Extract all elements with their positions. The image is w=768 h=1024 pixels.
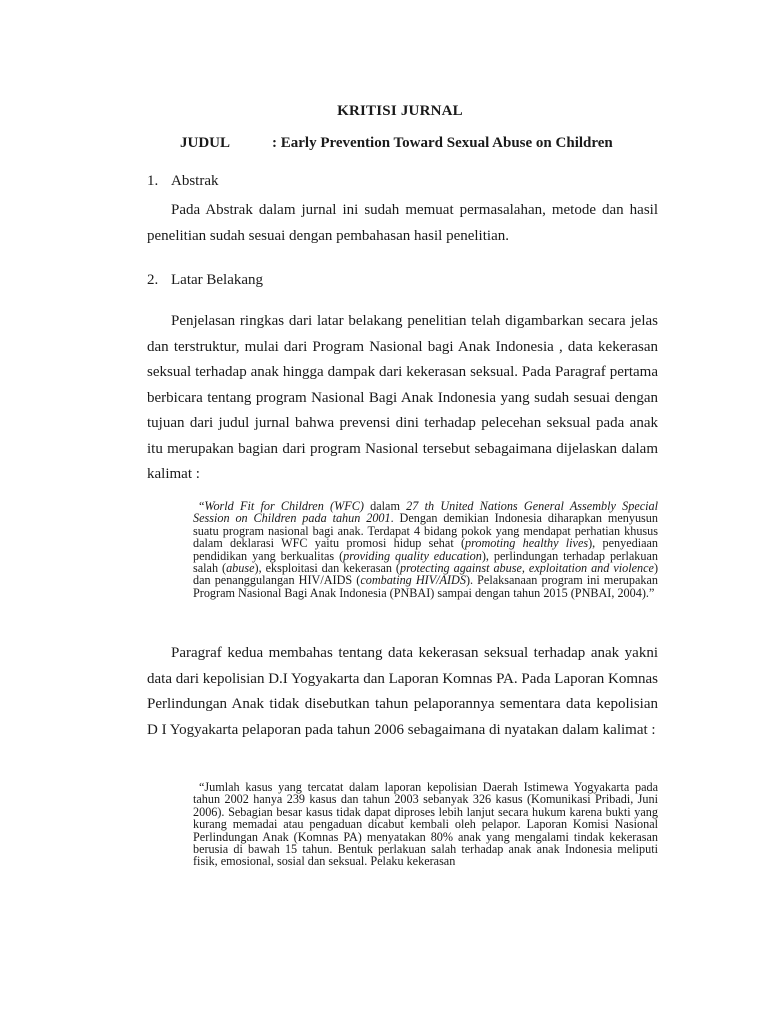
block-quote-kepolisian: “Jumlah kasus yang tercatat dalam laporan kepolisian Daerah Istimewa Yogyakarta pada tahun 2002 hanya 239 kasus dan tahun 2003 sebanyak 326 kasus (Komunikasi Pribadi, Juni 2006). Sebagian besar kasus tidak dapat diproses lebih lanjut secara hukum karena bukti yang kurang memadai atau pengaduan dicabut kembali oleh pelapor. Laporan Komisi Nasional Perlindungan Anak (Komnas PA) menyatakan 80% anak yang mengalami tindak kekerasan berusia di bawah 15 tahun. Bentuk perlakuan salah terhadap anak anak Indonesia meliputi fisik, emosional, sosial dan seksual. Pelaku kekerasan: [193, 780, 658, 869]
section-title: Abstrak: [171, 173, 219, 189]
block-quote-wfc: “World Fit for Children (WFC) dalam 27 th United Nations General Assembly Special Session on Children pada tahun 2001. Dengan demikian Indonesia diharapkan menyusun suatu program nasional bagi anak. Terdapat 4 bidang pokok yang mendapat perhatian khusus dalam deklarasi WFC yaitu promosi hidup sehat (promoting healthy lives), penyediaan pendidikan yang berkualitas (providing quality education), perlindungan terhadap perlakuan salah (abuse), eksploitasi dan kekerasan (protecting against abuse, exploitation and violence) dan penanggulangan HIV/AIDS (combating HIV/AIDS). Pelaksanaan program ini merupakan Program Nasional Bagi Anak Indonesia (PNBAI) sampai dengan tahun 2015 (PNBAI, 2004).”: [193, 499, 658, 600]
judul-value: : Early Prevention Toward Sexual Abuse on Children: [272, 135, 613, 151]
paragraf-kedua: Paragraf kedua membahas tentang data kekerasan seksual terhadap anak yakni data dari kepolisian D.I Yogyakarta dan Laporan Komnas PA. Pada Laporan Komnas Perlindungan Anak tidak disebutkan tahun pelaporannya sementara data kepolisian D I Yogyakarta pelaporan pada tahun 2006 sebagaimana di nyatakan dalam kalimat :: [147, 645, 658, 738]
section-heading-latar-belakang: [147, 272, 263, 289]
section-heading-abstrak: [147, 173, 219, 190]
judul-row: [180, 135, 613, 152]
abstrak-paragraph: Pada Abstrak dalam jurnal ini sudah memuat permasalahan, metode dan hasil penelitian sudah sesuai dengan pembahasan hasil penelitian.: [147, 202, 658, 244]
section-number: 2.: [147, 272, 159, 288]
section-title: Latar Belakang: [171, 272, 264, 288]
latar-belakang-paragraph: Penjelasan ringkas dari latar belakang penelitian telah digambarkan secara jelas dan terstruktur, mulai dari Program Nasional bagi Anak Indonesia , data kekerasan seksual terhadap anak hingga dampak dari kekerasan seksual. Pada Paragraf pertama berbicara tentang program Nasional Bagi Anak Indonesia yang sudah sesuai dengan tujuan dari judul jurnal bahwa prevensi dini terhadap pelecehan seksual pada anak itu merupakan bagian dari program Nasional tersebut sebagaimana dijelaskan dalam kalimat :: [147, 313, 658, 482]
section-number: 1.: [147, 173, 159, 189]
judul-label: JUDUL: [180, 135, 231, 151]
page-title: KRITISI JURNAL: [337, 103, 463, 119]
